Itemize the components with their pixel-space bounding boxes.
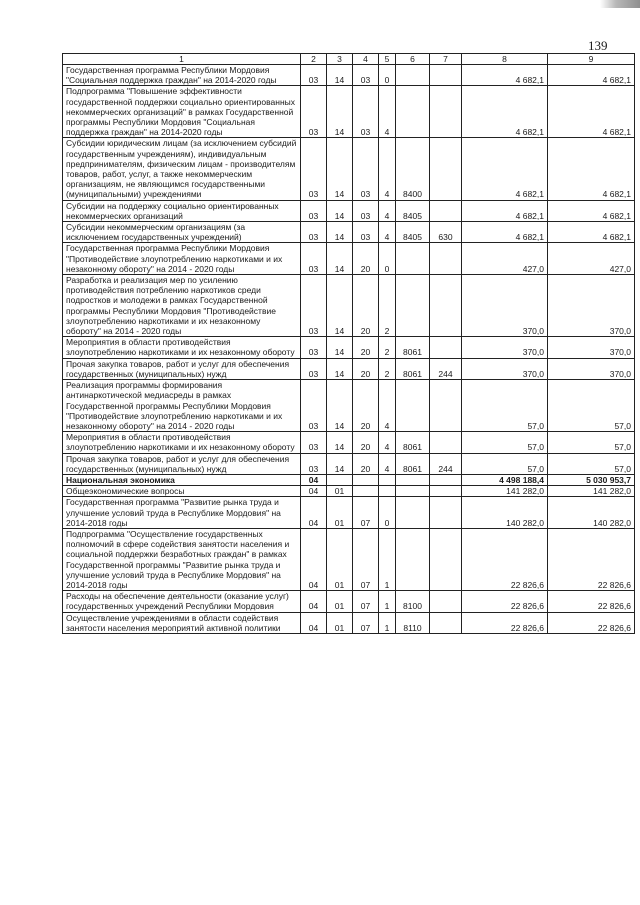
row-code-cell: 4 xyxy=(379,432,396,453)
row-code-cell: 8100 xyxy=(396,591,430,612)
table-row xyxy=(63,380,635,432)
row-name-cell: Государственная программа Республики Мордовия "Социальная поддержка граждан" на 2014-2020 годы xyxy=(63,65,301,86)
row-code-cell: 4 682,1 xyxy=(462,222,548,243)
row-code-cell: 14 xyxy=(327,380,353,432)
row-code-cell xyxy=(430,591,462,612)
table-row xyxy=(63,432,635,453)
row-code-cell xyxy=(396,380,430,432)
row-code-cell: 8061 xyxy=(396,432,430,453)
row-code-cell: 07 xyxy=(353,612,379,633)
row-code-cell xyxy=(396,275,430,337)
row-name-cell: Прочая закупка товаров, работ и услуг для обеспечения государственных (муниципальных) нужд xyxy=(63,358,301,379)
row-code-cell xyxy=(396,486,430,497)
row-code-cell: 57,0 xyxy=(548,380,635,432)
row-code-cell: 03 xyxy=(353,222,379,243)
table-row xyxy=(63,612,635,633)
row-code-cell: 22 826,6 xyxy=(548,612,635,633)
row-code-cell xyxy=(396,497,430,529)
row-code-cell: 07 xyxy=(353,591,379,612)
table-row xyxy=(63,337,635,358)
column-header: 3 xyxy=(327,54,353,65)
row-code-cell: 4 xyxy=(379,200,396,221)
row-code-cell: 4 682,1 xyxy=(548,200,635,221)
row-code-cell: 4 498 188,4 xyxy=(462,474,548,485)
row-code-cell: 22 826,6 xyxy=(462,612,548,633)
row-code-cell: 140 282,0 xyxy=(462,497,548,529)
row-code-cell: 03 xyxy=(301,337,327,358)
row-code-cell xyxy=(430,474,462,485)
table-row xyxy=(63,65,635,86)
row-code-cell: 04 xyxy=(301,591,327,612)
row-code-cell xyxy=(430,486,462,497)
row-code-cell: 8061 xyxy=(396,453,430,474)
row-code-cell: 03 xyxy=(301,453,327,474)
row-code-cell xyxy=(430,380,462,432)
row-code-cell: 370,0 xyxy=(462,358,548,379)
column-header: 4 xyxy=(353,54,379,65)
row-code-cell: 03 xyxy=(301,86,327,138)
column-header: 5 xyxy=(379,54,396,65)
row-code-cell: 630 xyxy=(430,222,462,243)
row-code-cell: 14 xyxy=(327,65,353,86)
row-code-cell: 14 xyxy=(327,337,353,358)
row-code-cell: 8400 xyxy=(396,138,430,200)
row-code-cell: 244 xyxy=(430,358,462,379)
row-name-cell: Мероприятия в области противодействия злоупотреблению наркотиками и их незаконному обороту xyxy=(63,337,301,358)
row-code-cell xyxy=(396,474,430,485)
row-name-cell: Подпрограмма "Повышение эффективности государственной поддержки социально ориентированных некоммерческих организаций" в рамках Государственной программы Республики Мордовия "Социальная поддержка граждан" на 2014-2020 годы xyxy=(63,86,301,138)
row-code-cell: 1 xyxy=(379,612,396,633)
row-code-cell: 5 030 953,7 xyxy=(548,474,635,485)
column-header: 7 xyxy=(430,54,462,65)
row-code-cell xyxy=(396,86,430,138)
table-row xyxy=(63,486,635,497)
row-code-cell: 8405 xyxy=(396,200,430,221)
row-code-cell xyxy=(430,138,462,200)
row-code-cell: 8405 xyxy=(396,222,430,243)
row-code-cell: 4 682,1 xyxy=(548,65,635,86)
row-code-cell: 07 xyxy=(353,497,379,529)
row-code-cell: 427,0 xyxy=(462,243,548,275)
row-code-cell: 03 xyxy=(301,243,327,275)
row-code-cell: 140 282,0 xyxy=(548,497,635,529)
row-code-cell xyxy=(379,474,396,485)
row-code-cell: 03 xyxy=(353,65,379,86)
row-code-cell: 370,0 xyxy=(548,337,635,358)
row-code-cell: 03 xyxy=(301,380,327,432)
row-name-cell: Государственная программа "Развитие рынка труда и улучшение условий труда в Республике Мордовия" на 2014-2018 годы xyxy=(63,497,301,529)
row-code-cell: 22 826,6 xyxy=(548,591,635,612)
row-code-cell: 14 xyxy=(327,432,353,453)
row-code-cell: 4 xyxy=(379,138,396,200)
row-code-cell xyxy=(430,243,462,275)
row-code-cell xyxy=(353,474,379,485)
row-code-cell: 04 xyxy=(301,612,327,633)
row-code-cell: 8061 xyxy=(396,358,430,379)
row-code-cell: 14 xyxy=(327,86,353,138)
row-name-cell: Осуществление учреждениями в области содействия занятости населения мероприятий активной политики xyxy=(63,612,301,633)
row-code-cell: 01 xyxy=(327,486,353,497)
header-row xyxy=(63,54,635,65)
row-code-cell: 370,0 xyxy=(462,275,548,337)
row-code-cell: 22 826,6 xyxy=(548,528,635,590)
row-code-cell: 4 682,1 xyxy=(462,86,548,138)
row-code-cell: 8061 xyxy=(396,337,430,358)
row-code-cell xyxy=(430,86,462,138)
row-code-cell: 4 xyxy=(379,380,396,432)
row-code-cell: 03 xyxy=(301,65,327,86)
table-row xyxy=(63,243,635,275)
table-row xyxy=(63,86,635,138)
row-code-cell: 04 xyxy=(301,528,327,590)
row-code-cell: 03 xyxy=(301,432,327,453)
table-row xyxy=(63,275,635,337)
row-code-cell: 57,0 xyxy=(462,432,548,453)
row-name-cell: Реализация программы формирования антинаркотической медиасреды в рамках Государственной программы Республики Мордовия "Противодействие злоупотреблению наркотиками и их незаконному обороту" на 2014 - 2020 годы xyxy=(63,380,301,432)
row-code-cell: 20 xyxy=(353,243,379,275)
row-code-cell: 01 xyxy=(327,612,353,633)
row-code-cell: 14 xyxy=(327,243,353,275)
row-code-cell xyxy=(430,612,462,633)
row-code-cell xyxy=(430,528,462,590)
row-code-cell: 20 xyxy=(353,380,379,432)
row-code-cell: 4 682,1 xyxy=(462,138,548,200)
row-code-cell: 03 xyxy=(301,358,327,379)
row-code-cell: 20 xyxy=(353,275,379,337)
row-name-cell: Государственная программа Республики Мордовия "Противодействие злоупотреблению наркотиками и их незаконному обороту" на 2014 - 2020 годы xyxy=(63,243,301,275)
column-header: 2 xyxy=(301,54,327,65)
row-code-cell: 4 682,1 xyxy=(462,200,548,221)
row-code-cell: 8110 xyxy=(396,612,430,633)
row-code-cell: 0 xyxy=(379,65,396,86)
row-code-cell: 4 682,1 xyxy=(462,65,548,86)
column-header: 9 xyxy=(548,54,635,65)
row-code-cell: 22 826,6 xyxy=(462,591,548,612)
row-code-cell: 14 xyxy=(327,358,353,379)
row-code-cell xyxy=(430,65,462,86)
row-name-cell: Подпрограмма "Осуществление государственных полномочий в сфере содействия занятости населения и социальной поддержки безработных граждан" в рамках Государственной программы "Развитие рынка труда и улучшение условий труда в Республике Мордовия" на 2014-2018 годы xyxy=(63,528,301,590)
table-row xyxy=(63,497,635,529)
row-code-cell: 1 xyxy=(379,528,396,590)
row-code-cell: 4 xyxy=(379,86,396,138)
table-row xyxy=(63,528,635,590)
table-row xyxy=(63,591,635,612)
table-row xyxy=(63,474,635,485)
row-code-cell: 370,0 xyxy=(462,337,548,358)
row-name-cell: Субсидии на поддержку социально ориентированных некоммерческих организаций xyxy=(63,200,301,221)
column-header: 8 xyxy=(462,54,548,65)
row-code-cell: 1 xyxy=(379,591,396,612)
row-code-cell: 2 xyxy=(379,337,396,358)
table-row xyxy=(63,222,635,243)
row-code-cell: 57,0 xyxy=(462,380,548,432)
row-code-cell: 370,0 xyxy=(548,358,635,379)
row-name-cell: Прочая закупка товаров, работ и услуг для обеспечения государственных (муниципальных) нужд xyxy=(63,453,301,474)
row-name-cell: Субсидии некоммерческим организациям (за исключением государственных учреждений) xyxy=(63,222,301,243)
scan-artifact xyxy=(600,0,640,8)
row-code-cell: 03 xyxy=(353,138,379,200)
row-code-cell xyxy=(430,200,462,221)
row-code-cell xyxy=(353,486,379,497)
row-code-cell: 14 xyxy=(327,453,353,474)
row-code-cell: 03 xyxy=(353,200,379,221)
row-code-cell: 141 282,0 xyxy=(462,486,548,497)
row-code-cell: 4 682,1 xyxy=(548,222,635,243)
row-name-cell: Мероприятия в области противодействия злоупотреблению наркотиками и их незаконному обороту xyxy=(63,432,301,453)
row-code-cell: 14 xyxy=(327,222,353,243)
row-code-cell xyxy=(379,486,396,497)
row-code-cell xyxy=(430,497,462,529)
row-code-cell xyxy=(327,474,353,485)
row-code-cell: 04 xyxy=(301,497,327,529)
row-code-cell: 14 xyxy=(327,138,353,200)
row-code-cell: 20 xyxy=(353,358,379,379)
row-code-cell: 370,0 xyxy=(548,275,635,337)
row-code-cell: 57,0 xyxy=(548,453,635,474)
row-code-cell: 14 xyxy=(327,275,353,337)
row-code-cell: 04 xyxy=(301,474,327,485)
row-code-cell: 01 xyxy=(327,591,353,612)
row-code-cell xyxy=(396,528,430,590)
row-code-cell: 01 xyxy=(327,528,353,590)
row-code-cell: 03 xyxy=(353,86,379,138)
row-name-cell: Расходы на обеспечение деятельности (оказание услуг) государственных учреждений Республики Мордовия xyxy=(63,591,301,612)
row-code-cell: 14 xyxy=(327,200,353,221)
row-code-cell: 04 xyxy=(301,486,327,497)
row-code-cell: 01 xyxy=(327,497,353,529)
row-code-cell: 07 xyxy=(353,528,379,590)
page-number: 139 xyxy=(588,38,608,53)
row-code-cell: 03 xyxy=(301,200,327,221)
row-code-cell: 57,0 xyxy=(548,432,635,453)
row-code-cell: 244 xyxy=(430,453,462,474)
row-code-cell: 20 xyxy=(353,453,379,474)
table-row xyxy=(63,138,635,200)
column-header: 6 xyxy=(396,54,430,65)
row-code-cell: 57,0 xyxy=(462,453,548,474)
row-code-cell: 2 xyxy=(379,275,396,337)
row-code-cell: 4 xyxy=(379,222,396,243)
row-code-cell: 2 xyxy=(379,358,396,379)
budget-table xyxy=(62,53,635,634)
row-code-cell xyxy=(396,243,430,275)
row-code-cell: 427,0 xyxy=(548,243,635,275)
row-code-cell xyxy=(430,275,462,337)
table-row xyxy=(63,358,635,379)
row-code-cell: 03 xyxy=(301,138,327,200)
row-code-cell: 22 826,6 xyxy=(462,528,548,590)
row-name-cell: Общеэкономические вопросы xyxy=(63,486,301,497)
row-name-cell: Разработка и реализация мер по усилению противодействия потреблению наркотиков среди подростков и молодежи в рамках Государственной программы Республики Мордовия "Противодействие злоупотреблению наркотиками и их незаконному обороту" на 2014 - 2020 годы xyxy=(63,275,301,337)
row-code-cell: 20 xyxy=(353,337,379,358)
column-header: 1 xyxy=(63,54,301,65)
row-code-cell: 4 682,1 xyxy=(548,86,635,138)
row-code-cell xyxy=(430,432,462,453)
row-code-cell: 03 xyxy=(301,222,327,243)
row-code-cell: 141 282,0 xyxy=(548,486,635,497)
row-code-cell: 4 682,1 xyxy=(548,138,635,200)
row-code-cell: 03 xyxy=(301,275,327,337)
row-code-cell: 0 xyxy=(379,497,396,529)
row-code-cell: 20 xyxy=(353,432,379,453)
table-row xyxy=(63,453,635,474)
row-name-cell: Национальная экономика xyxy=(63,474,301,485)
row-code-cell: 4 xyxy=(379,453,396,474)
row-code-cell: 0 xyxy=(379,243,396,275)
row-code-cell xyxy=(430,337,462,358)
row-code-cell xyxy=(396,65,430,86)
row-name-cell: Субсидии юридическим лицам (за исключением субсидий государственным учреждениям), индивидуальным предпринимателям, физическим лицам - производителям товаров, работ, услуг, а также некоммерческим организациям, не являющимся государственными (муниципальными) учреждениями xyxy=(63,138,301,200)
table-row xyxy=(63,200,635,221)
